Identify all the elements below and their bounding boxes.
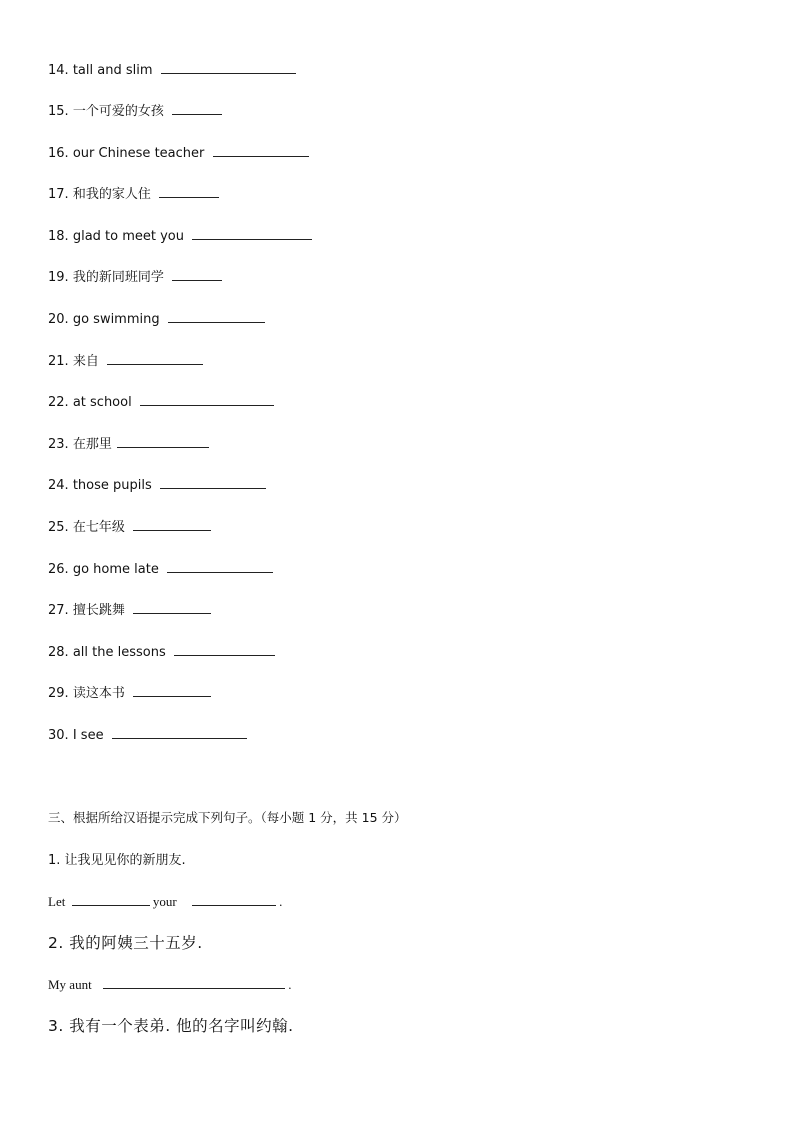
answer-blank[interactable] [103, 976, 285, 989]
item-text: at school [72, 395, 132, 410]
item-text: those pupils [72, 478, 152, 493]
item-number: 27. [48, 603, 69, 618]
answer-blank[interactable] [133, 600, 211, 614]
item-text: 一个可爱的女孩 [72, 104, 164, 119]
vocab-item-30 [48, 725, 247, 743]
item-number: 16. [48, 146, 69, 161]
answer-word: My aunt [48, 977, 92, 992]
item-number: 30. [48, 728, 69, 743]
vocab-item-19 [48, 267, 222, 285]
sentence-prompt-3: 3. 我有一个表弟. 他的名字叫约翰. [48, 1017, 294, 1035]
item-number: 17. [48, 187, 69, 202]
item-text: go home late [72, 562, 159, 577]
vocab-item-21 [48, 351, 203, 369]
item-text: 读这本书 [72, 686, 125, 701]
item-text: 和我的家人住 [72, 187, 151, 202]
answer-word: Let [48, 894, 66, 909]
vocab-item-20 [48, 309, 265, 327]
vocab-item-26 [48, 559, 273, 577]
item-text: 在七年级 [72, 520, 125, 535]
vocab-item-23 [48, 434, 209, 452]
vocab-item-17 [48, 184, 219, 202]
item-text: our Chinese teacher [72, 146, 205, 161]
vocab-item-15 [48, 101, 222, 119]
item-text: go swimming [72, 312, 160, 327]
vocab-item-27 [48, 600, 211, 618]
answer-word: your [152, 894, 177, 909]
answer-punct: . [279, 894, 283, 909]
vocab-item-14 [48, 60, 296, 78]
item-number: 20. [48, 312, 69, 327]
answer-blank[interactable] [167, 559, 273, 573]
item-text: 在那里 [72, 437, 112, 452]
answer-blank[interactable] [159, 184, 219, 198]
item-number: 14. [48, 63, 69, 78]
answer-blank[interactable] [117, 434, 209, 448]
vocab-item-18 [48, 226, 312, 244]
item-text: 擅长跳舞 [72, 603, 125, 618]
vocab-item-24 [48, 475, 266, 493]
answer-blank[interactable] [112, 725, 247, 739]
item-text: 我的新同班同学 [72, 270, 164, 285]
answer-blank[interactable] [140, 392, 274, 406]
item-number: 15. [48, 104, 69, 119]
vocab-item-16 [48, 143, 309, 161]
answer-blank[interactable] [172, 267, 222, 281]
item-text: 来自 [72, 354, 99, 369]
answer-blank[interactable] [213, 143, 309, 157]
answer-blank[interactable] [161, 60, 296, 74]
sentence-answer-2 [48, 976, 291, 993]
item-number: 24. [48, 478, 69, 493]
item-number: 29. [48, 686, 69, 701]
answer-blank[interactable] [107, 351, 203, 365]
answer-blank[interactable] [192, 893, 276, 906]
answer-blank[interactable] [174, 642, 275, 656]
answer-punct: . [288, 977, 292, 992]
item-text: I see [72, 728, 104, 743]
item-number: 18. [48, 229, 69, 244]
answer-blank[interactable] [72, 893, 150, 906]
item-number: 22. [48, 395, 69, 410]
answer-blank[interactable] [172, 101, 222, 115]
vocab-item-25 [48, 517, 211, 535]
answer-blank[interactable] [133, 517, 211, 531]
answer-blank[interactable] [192, 226, 312, 240]
answer-blank[interactable] [168, 309, 265, 323]
vocab-item-22 [48, 392, 274, 410]
item-number: 26. [48, 562, 69, 577]
item-number: 28. [48, 645, 69, 660]
section-heading: 三、根据所给汉语提示完成下列句子。（每小题 1 分，共 15 分） [48, 810, 407, 825]
answer-blank[interactable] [133, 683, 211, 697]
item-text: glad to meet you [72, 229, 185, 244]
sentence-prompt-2: 2. 我的阿姨三十五岁. [48, 934, 203, 952]
answer-blank[interactable] [160, 475, 266, 489]
vocab-item-29 [48, 683, 211, 701]
item-number: 21. [48, 354, 69, 369]
item-number: 19. [48, 270, 69, 285]
sentence-answer-1 [48, 893, 282, 910]
vocab-item-28 [48, 642, 275, 660]
item-number: 25. [48, 520, 69, 535]
sentence-prompt-1: 1. 让我见见你的新朋友. [48, 853, 186, 868]
item-text: all the lessons [72, 645, 166, 660]
item-number: 23. [48, 437, 69, 452]
item-text: tall and slim [72, 63, 153, 78]
